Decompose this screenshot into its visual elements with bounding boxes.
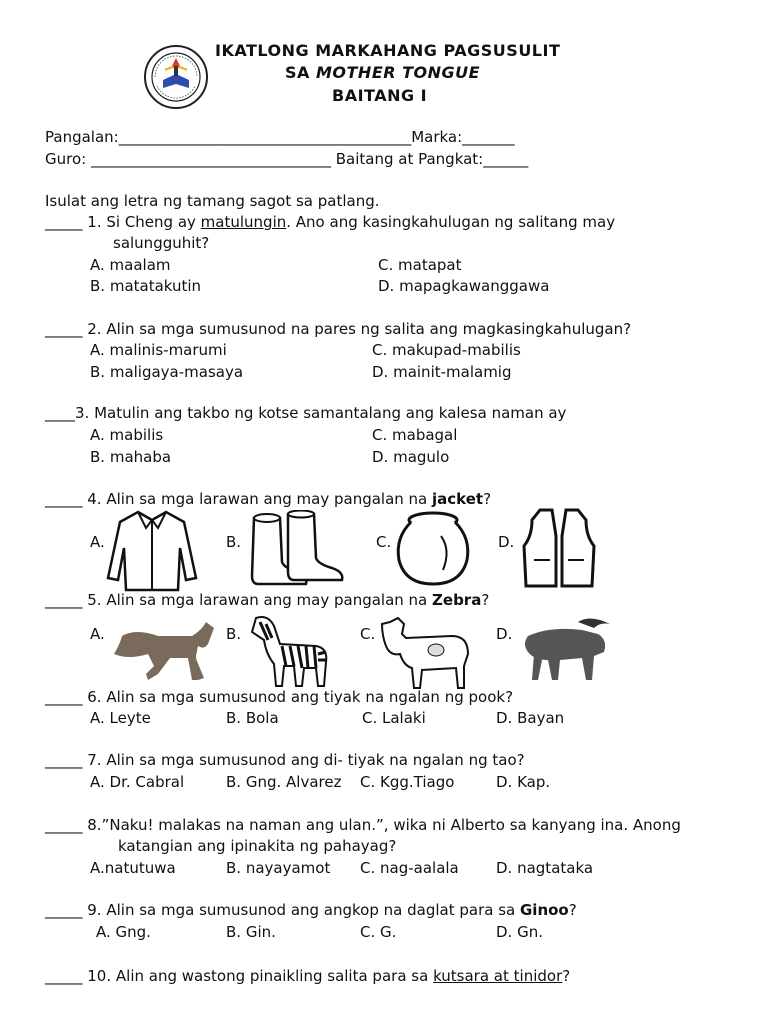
keyword: jacket xyxy=(432,490,484,508)
question-text: 7. Alin sa mga sumusunod ang di- tiyak na ngalan ng tao? xyxy=(82,751,525,769)
choice-a: A. malinis-marumi xyxy=(90,341,227,359)
question-text: 2. Alin sa mga sumusunod na pares ng salita ang magkasingkahulugan? xyxy=(82,320,632,338)
underlined-phrase: kutsara at tinidor xyxy=(433,967,563,985)
vest-icon xyxy=(520,506,598,590)
answer-blank[interactable]: _____ xyxy=(45,688,83,706)
horse-icon xyxy=(108,614,220,686)
subject-prefix: SA xyxy=(285,63,316,82)
choice-a: A. maalam xyxy=(90,256,171,274)
boots-icon xyxy=(244,510,354,592)
question-1-continued: salungguhit? xyxy=(113,234,210,252)
choice-b: B. matatakutin xyxy=(90,277,202,295)
choice-d: D. Gn. xyxy=(496,923,543,941)
choice-c: C. nag-aalala xyxy=(360,859,459,877)
answer-blank[interactable]: _____ xyxy=(45,213,83,231)
choice-d: D. mainit-malamig xyxy=(372,363,512,381)
choice-b: B. Gin. xyxy=(226,923,276,941)
cow-icon xyxy=(376,614,474,692)
exam-title: IKATLONG MARKAHANG PAGSUSULIT xyxy=(215,41,561,60)
choice-a: A. Leyte xyxy=(90,709,151,727)
question-8-continued: katangian ang ipinakita ng pahayag? xyxy=(118,837,397,855)
choice-d: D. Bayan xyxy=(496,709,565,727)
choice-a: A. xyxy=(90,533,105,551)
choice-c: C. matapat xyxy=(378,256,462,274)
jacket-icon xyxy=(106,508,198,592)
choice-b: B. Gng. Alvarez xyxy=(226,773,342,791)
choice-b: B. maligaya-masaya xyxy=(90,363,244,381)
choice-a: A. xyxy=(90,625,105,643)
question-7 xyxy=(45,750,525,770)
pot-icon xyxy=(393,510,473,588)
carabao-icon xyxy=(520,614,620,684)
choice-a: A. Dr. Cabral xyxy=(90,773,185,791)
choice-a: A. Gng. xyxy=(96,923,151,941)
exam-subject xyxy=(285,63,480,83)
question-3 xyxy=(45,403,566,423)
question-text: 5. Alin sa mga larawan ang may pangalan na xyxy=(82,591,433,609)
choice-b: B. xyxy=(226,625,242,643)
question-text: 6. Alin sa mga sumusunod ang tiyak na ngalan ng pook? xyxy=(82,688,514,706)
question-text: 10. Alin ang wastong pinaikling salita para sa xyxy=(82,967,434,985)
school-seal-icon xyxy=(143,44,209,110)
choice-b: B. Bola xyxy=(226,709,279,727)
instructions: Isulat ang letra ng tamang sagot sa patlang. xyxy=(45,192,380,210)
question-5 xyxy=(45,590,489,610)
answer-blank[interactable]: _____ xyxy=(45,591,83,609)
choice-c: C. xyxy=(360,625,376,643)
question-2 xyxy=(45,319,631,339)
question-text: Si Cheng ay xyxy=(101,213,201,231)
question-9 xyxy=(45,900,577,920)
teacher-section-line[interactable]: Guro: ________________________________ Baitang at Pangkat:______ xyxy=(45,150,529,168)
choice-b: B. nayayamot xyxy=(226,859,331,877)
choice-d: D. mapagkawanggawa xyxy=(378,277,550,295)
choice-d: D. magulo xyxy=(372,448,450,466)
keyword: Ginoo xyxy=(519,901,569,919)
question-text: . Ano ang kasingkahulugan ng salitang may xyxy=(286,213,616,231)
choice-a: A. mabilis xyxy=(90,426,164,444)
choice-d: D. xyxy=(496,625,513,643)
question-text: ? xyxy=(568,901,577,919)
subject-name: MOTHER TONGUE xyxy=(315,63,481,82)
question-8 xyxy=(45,815,681,835)
choice-b: B. mahaba xyxy=(90,448,172,466)
choice-c: C. mabagal xyxy=(372,426,458,444)
zebra-icon xyxy=(246,614,332,690)
answer-blank[interactable]: _____ xyxy=(45,816,83,834)
choice-d: D. xyxy=(498,533,515,551)
question-1 xyxy=(45,212,615,232)
choice-c: C. Kgg.Tiago xyxy=(360,773,455,791)
choice-c: C. xyxy=(376,533,392,551)
question-10 xyxy=(45,966,570,986)
answer-blank[interactable]: _____ xyxy=(45,320,83,338)
question-text: ? xyxy=(483,490,492,508)
choice-c: C. Lalaki xyxy=(362,709,426,727)
question-text: ? xyxy=(562,967,571,985)
choice-d: D. nagtataka xyxy=(496,859,594,877)
underlined-word: matulungin xyxy=(200,213,287,231)
answer-blank[interactable]: _____ xyxy=(45,751,83,769)
answer-blank[interactable]: _____ xyxy=(45,901,83,919)
question-6 xyxy=(45,687,513,707)
choice-d: D. Kap. xyxy=(496,773,551,791)
question-4 xyxy=(45,489,491,509)
exam-grade: BAITANG I xyxy=(332,86,428,105)
answer-blank[interactable]: _____ xyxy=(45,490,83,508)
choice-b: B. xyxy=(226,533,242,551)
question-text: ? xyxy=(481,591,490,609)
answer-blank[interactable]: _____ xyxy=(45,967,83,985)
name-score-line[interactable]: Pangalan:_______________________________________Marka:_______ xyxy=(45,128,515,146)
question-text: 4. Alin sa mga larawan ang may pangalan na xyxy=(82,490,433,508)
keyword: Zebra xyxy=(432,591,482,609)
question-text: 9. Alin sa mga sumusunod ang angkop na daglat para sa xyxy=(82,901,520,919)
answer-blank[interactable]: ____ xyxy=(45,404,75,422)
question-text: 3. Matulin ang takbo ng kotse samantalang ang kalesa naman ay xyxy=(75,404,567,422)
choice-c: C. G. xyxy=(360,923,397,941)
question-number: 1. xyxy=(87,213,102,231)
choice-a: A.natutuwa xyxy=(90,859,176,877)
choice-c: C. makupad-mabilis xyxy=(372,341,521,359)
question-text: 8.”Naku! malakas na naman ang ulan.”, wika ni Alberto sa kanyang ina. Anong xyxy=(82,816,681,834)
